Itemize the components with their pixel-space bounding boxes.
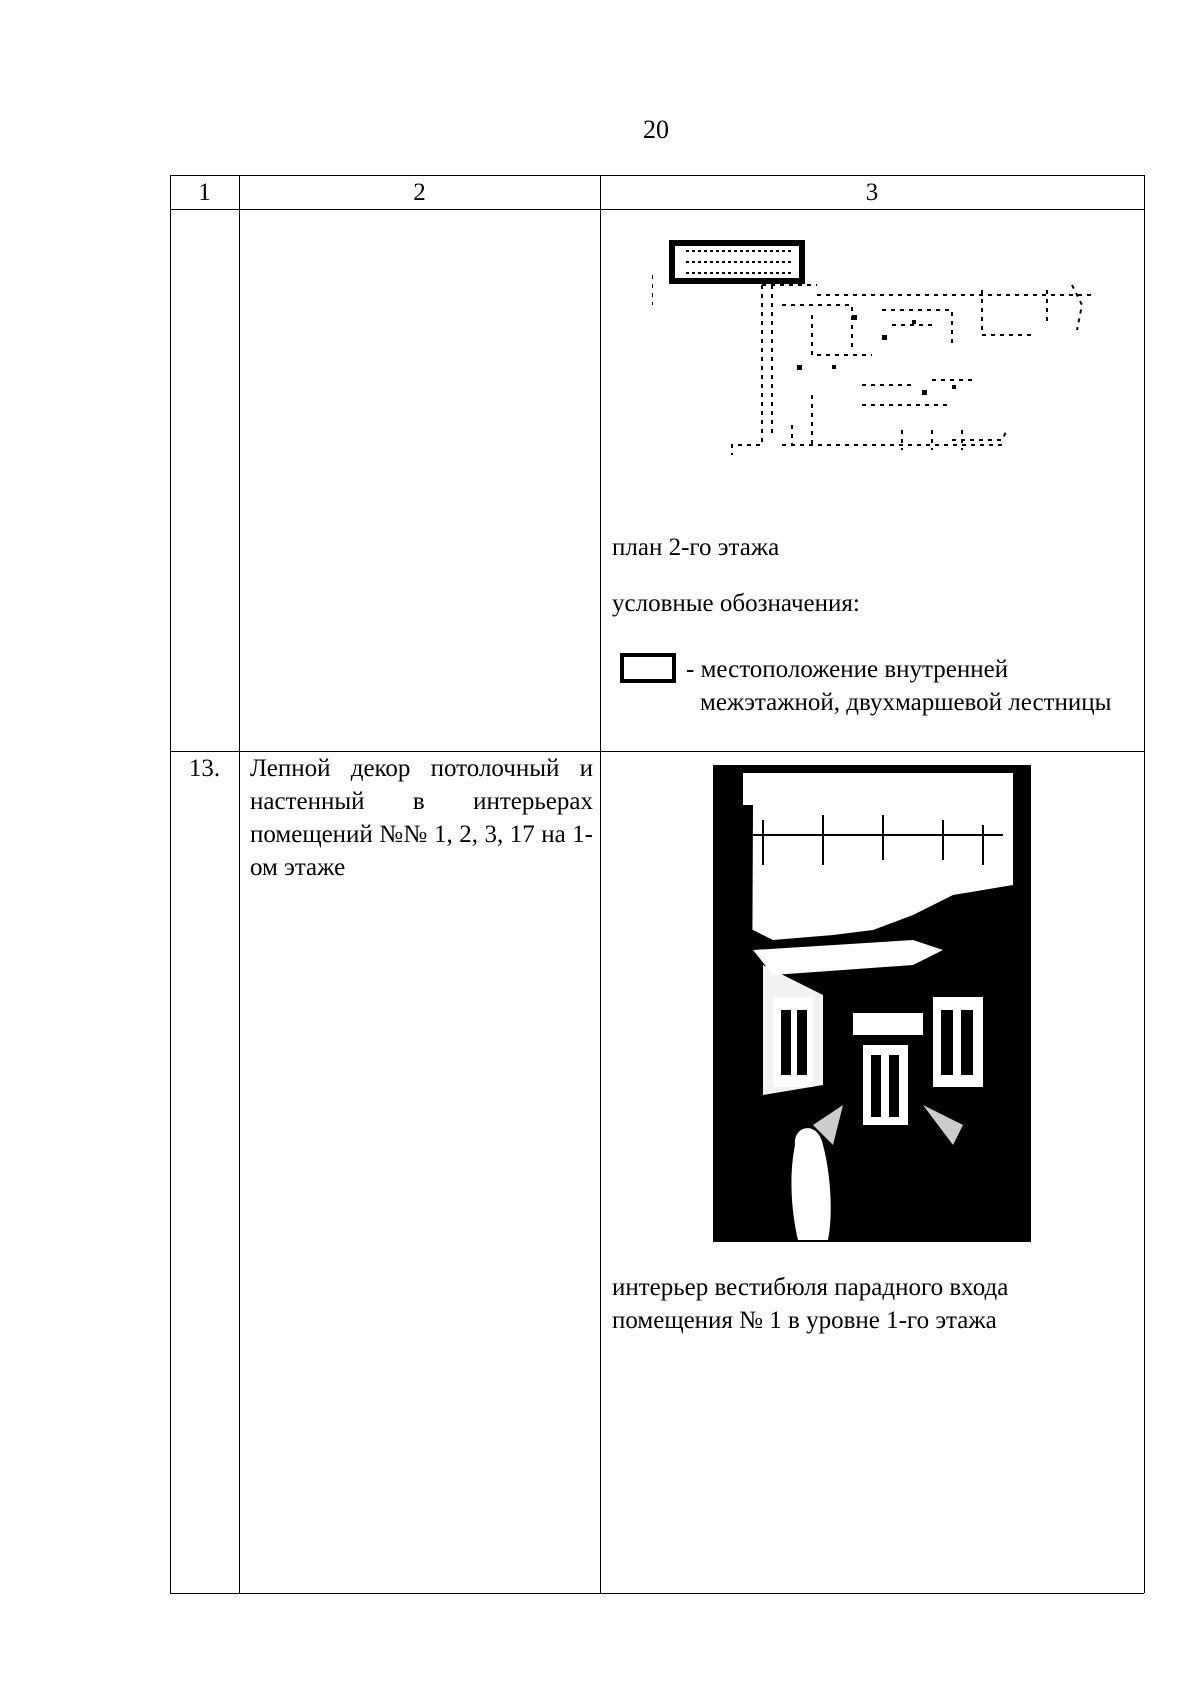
table-border-right (1144, 175, 1145, 1593)
table-border-bottom (170, 1593, 1144, 1594)
column-header-2: 2 (413, 179, 426, 206)
column-divider-1 (239, 175, 240, 1593)
column-header-3: 3 (865, 179, 879, 206)
heritage-table (170, 175, 1144, 1593)
legend-title: условные обозначения: (612, 590, 860, 617)
vestibule-photo-caption: интерьер вестибюля парадного входа помещения № 1 в уровне 1-го этажа (612, 1274, 1009, 1334)
row-number-13: 13. (188, 755, 221, 782)
page-number: 20 (643, 115, 669, 144)
legend-staircase-symbol (620, 653, 676, 683)
legend-item-text-continued: межэтажной, двухмаршевой лестницы (700, 689, 1112, 716)
row-13-description: Лепной декор потолочный и настенный в интерьерах помещений №№ 1, 2, 3, 17 на 1-ом этаже (250, 755, 593, 881)
header-divider (170, 209, 1144, 210)
floor-plan-image (652, 215, 1102, 480)
legend-item-text: - местоположение внутренней (686, 656, 1009, 683)
column-header-1: 1 (198, 179, 211, 206)
vestibule-photo-graphic (713, 765, 1031, 1242)
floor-plan-caption: план 2-го этажа (612, 534, 780, 561)
vestibule-interior-photo (713, 765, 1031, 1242)
column-divider-2 (600, 175, 601, 1593)
table-border-left (170, 175, 171, 1593)
